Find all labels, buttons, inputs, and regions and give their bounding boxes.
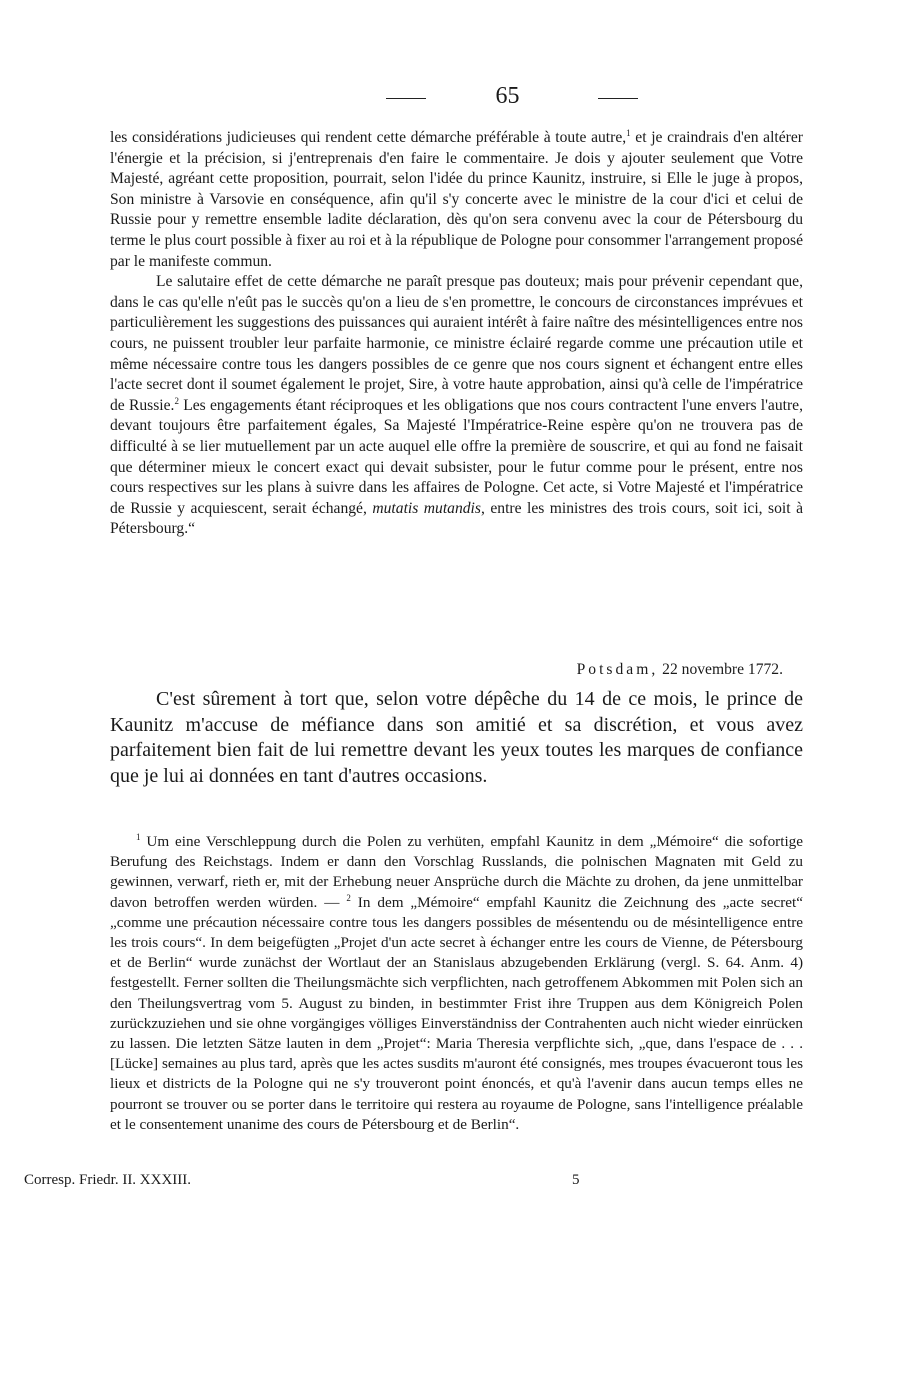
dateline-date: 22 novembre 1772. xyxy=(662,661,783,678)
footnote-marker-2: 2 xyxy=(346,892,351,903)
header-rule-right xyxy=(598,98,638,99)
latin-phrase: mutatis mutandis xyxy=(372,499,481,517)
header-rule-left xyxy=(386,98,426,99)
text-span: et je craindrais d'en altérer l'énergie et la précision, si j'entreprenais d'en faire le commentaire. Je dois y ajouter seulement que Votre Majesté, agréant cette proposition, pourrait, selon l'idée du prince Kaunitz, instruire, si Elle le juge à propos, Son ministre à Varsovie en conséquence, afin qu'il s'y concerte avec le ministre de la cour d'ici et celui de Russie pour y remettre ensemble ladite déclaration, dès qu'on sera convenu avec la cour de Pétersbourg du terme le plus court possible à fixer au roi et à la république de Pologne pour consommer l'arrangement proposé par le manifeste commun. xyxy=(110,129,803,270)
text-span: Le salutaire effet de cette démarche ne paraît presque pas douteux; mais pour prévenir cependant que, dans le cas qu'elle n'eût pas le succès qu'on a lieu de s'en promettre, le concours de circonstances imprévues et particulièrement les suggestions des puissances qui auraient intérêt à faire naître des mésintelligences entre nos cours, ne puissent troubler leur parfaite harmonie, ce ministre éclairé regarde comme une précaution utile et même nécessaire contre tous les dangers possibles de ce genre que nos cours signent et échangent entre elles l'acte secret dont il soumet également le projet, Sire, à votre haute approbation, ainsi qu'à celle de l'impératrice de Russie. xyxy=(110,273,803,414)
text-span: les considérations judicieuses qui rendent cette démarche préférable à toute autre, xyxy=(110,129,627,146)
letter-paragraph-2 xyxy=(110,272,803,540)
footnote-1-text: Um eine Verschleppung durch die Polen zu verhüten, empfahl Kaunitz in dem „Mémoire“ die sofortige Berufung des Reichstags. Indem er dann den Vorschlag Russlands, die polnischen Magnaten mit Geld zu gewinnen, verwarf, rieth er, mit der Erhebung neuer Ansprüche durch die Mächte zu drohen, da jene unmittelbar davon betroffen werden würden. — xyxy=(110,833,803,911)
text-span: Les engagements étant réciproques et les obligations que nos cours contractent l'une envers l'autre, devant toujours être parfaitement égales, Sa Majesté l'Impératrice-Reine espère qu'on ne trouvera pas de difficulté à se lier mutuellement par un acte auquel elle offre la première de souscrire, et qui au fond ne faisait que déterminer mieux le concert exact qui devait subsister, pour le futur comme pour le présent, entre nos cours respectives sur les plans à suivre dans les affaires de Pologne. Cet acte, si Votre Majesté et l'impératrice de Russie y acquiescent, serait échangé, xyxy=(110,396,803,517)
sheet-number: 5 xyxy=(572,1172,580,1188)
quoted-letter xyxy=(110,128,803,540)
footnote-marker-1: 1 xyxy=(136,831,141,842)
footnote-ref-2: 2 xyxy=(174,395,179,406)
footnotes xyxy=(110,832,803,1135)
footnote-ref-1: 1 xyxy=(626,127,631,138)
letter-paragraph-1 xyxy=(110,128,803,272)
dateline xyxy=(110,661,803,679)
page-number: 65 xyxy=(495,83,520,109)
page-header xyxy=(110,80,803,116)
footnote-paragraph xyxy=(110,832,803,1135)
page-footer xyxy=(24,1172,674,1192)
king-letter xyxy=(110,687,803,789)
footnote-2-text: In dem „Mémoire“ empfahl Kaunitz die Zeichnung des „acte secret“ „comme une précaution nécessaire contre tous les dangers possibles de mésentendu ou de mésintelligence entre les trois cours“. In dem beigefügten „Projet d'un acte secret à échanger entre les cours de Vienne, de Pétersbourg et de Berlin“ wurde zunächst der Wortlaut der an Stanislaus abzugebenden Erklärung (vergl. S. 64. Anm. 4) festgestellt. Ferner sollten die Theilungsmächte sich verpflichten, nach getroffenem Abkommen mit Polen sich an den Theilungsvertrag vom 5. August zu binden, in bestimmter Frist ihre Truppen aus dem Königreich Polen zurückzuziehen und sie ohne vorgängiges völliges Einverständniss der Contrahenten auch nicht wieder einrücken zu lassen. Die letzten Sätze lauten in dem „Projet“: Maria Theresia verpflichte sich, „que, dans l'espace de . . . [Lücke] semaines au plus tard, après que les actes susdits m'auront été consignés, mes troupes évacueront tous les lieux et districts de la Pologne qui ne s'y trouveront point énoncés, et qu'à l'avenir dans aucun temps elles ne pourront se trouver ou se porter dans le territoire qui restera au royaume de Pologne, sans l'intelligence préalable et le consentement unanime des cours de Pétersbourg et de Berlin“. xyxy=(110,893,803,1133)
king-letter-paragraph: C'est sûrement à tort que, selon votre dépêche du 14 de ce mois, le prince de Kaunitz m'accuse de méfiance dans son amitié et sa discrétion, et vous avez parfaitement bien fait de lui remettre devant les yeux toutes les marques de confiance que je lui ai données en tant d'autres occasions. xyxy=(110,688,803,787)
text-span: , entre les ministres des trois cours, soit ici, soit à Pétersbourg.“ xyxy=(110,499,803,538)
dateline-place: Potsdam, xyxy=(576,661,659,678)
signature-line: Corresp. Friedr. II. XXXIII. xyxy=(24,1172,192,1188)
